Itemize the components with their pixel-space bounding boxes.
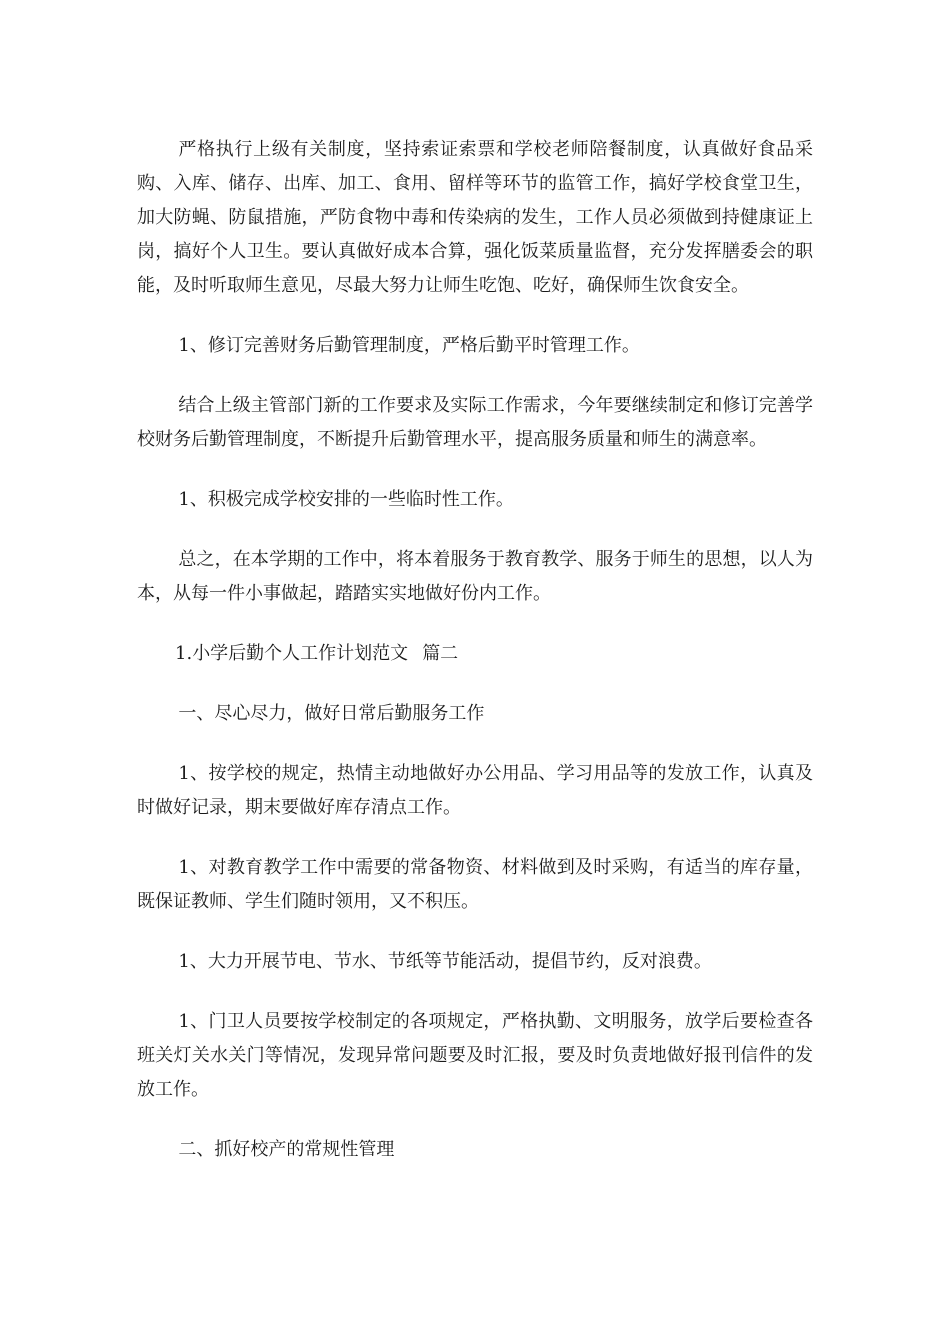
paragraph-item-supplies-distribution: 1、按学校的规定，热情主动地做好办公用品、学习用品等的发放工作，认真及时做好记录，期末要做好库存清点工作。 bbox=[137, 763, 813, 818]
paragraph-canteen-management: 严格执行上级有关制度，坚持索证索票和学校老师陪餐制度，认真做好食品采购、入库、储存、出库、加工、食用、留样等环节的监管工作，搞好学校食堂卫生，加大防蝇、防鼠措施，严防食物中毒和传染病的发生，工作人员必须做到持健康证上岗，搞好个人卫生。要认真做好成本合算，强化饭菜质量监督，充分发挥膳委会的职能，及时听取师生意见，尽最大努力让师生吃饱、吃好，确保师生饮食安全。 bbox=[137, 139, 813, 296]
heading-suffix: 篇二 bbox=[422, 643, 459, 664]
paragraph-summary: 总之，在本学期的工作中，将本着服务于教育教学、服务于师生的思想，以人为本，从每一件小事做起，踏踏实实地做好份内工作。 bbox=[137, 549, 813, 604]
paragraph-finance-details: 结合上级主管部门新的工作要求及实际工作需求，今年要继续制定和修订完善学校财务后勤管理制度，不断提升后勤管理水平，提高服务质量和师生的满意率。 bbox=[137, 395, 813, 450]
paragraph-item-gatekeeper: 1、门卫人员要按学校制定的各项规定，严格执勤、文明服务，放学后要检查各班关灯关水关门等情况，发现异常问题要及时汇报，要及时负责地做好报刊信件的发放工作。 bbox=[137, 1011, 813, 1100]
document-body bbox=[137, 133, 813, 1193]
paragraph-item-temporary-work: 1、积极完成学校安排的一些临时性工作。 bbox=[178, 489, 514, 510]
heading-title: 小学后勤个人工作计划范文 bbox=[192, 643, 409, 664]
paragraph-subheading-daily-service: 一、尽心尽力，做好日常后勤服务工作 bbox=[178, 703, 485, 724]
paragraph-subheading-school-property: 二、抓好校产的常规性管理 bbox=[178, 1139, 395, 1160]
paragraph-item-procurement: 1、对教育教学工作中需要的常备物资、材料做到及时采购，有适当的库存量，既保证教师、学生们随时领用，又不积压。 bbox=[137, 857, 813, 912]
section-heading bbox=[137, 637, 813, 671]
paragraph-item-finance-rules: 1、修订完善财务后勤管理制度，严格后勤平时管理工作。 bbox=[178, 335, 640, 356]
paragraph-item-energy-saving: 1、大力开展节电、节水、节纸等节能活动，提倡节约，反对浪费。 bbox=[178, 951, 712, 972]
heading-number: 1. bbox=[175, 643, 193, 664]
